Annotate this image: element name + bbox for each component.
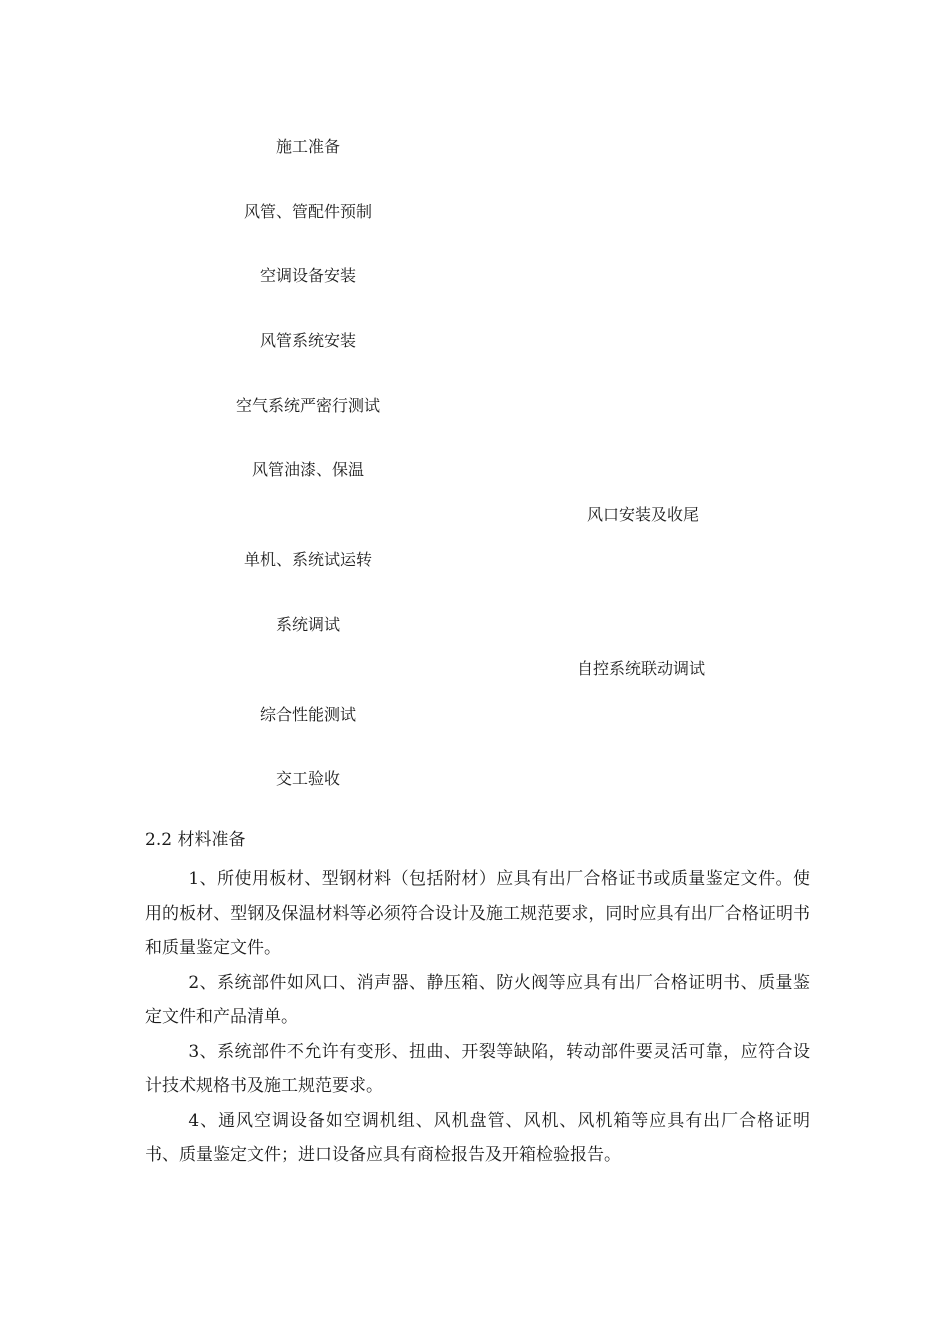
paragraph: 3、系统部件不允许有变形、扭曲、开裂等缺陷，转动部件要灵活可靠，应符合设计技术规格书及施工规范要求。 bbox=[145, 1041, 810, 1096]
flow-side-step-outlet-installation: 风口安装及收尾 bbox=[586, 505, 700, 524]
flow-step-air-tightness-test: 空气系统严密行测试 bbox=[235, 396, 381, 415]
flow-step-system-commissioning: 系统调试 bbox=[275, 615, 341, 634]
section-body bbox=[145, 862, 810, 1173]
flow-step-handover-acceptance: 交工验收 bbox=[275, 769, 341, 788]
paragraph: 1、所使用板材、型钢材料（包括附材）应具有出厂合格证书或质量鉴定文件。使用的板材、型钢及保温材料等必须符合设计及施工规范要求，同时应具有出厂合格证明书和质量鉴定文件。 bbox=[145, 869, 810, 958]
section-heading: 2.2 材料准备 bbox=[145, 830, 246, 850]
flow-step-duct-prefabrication: 风管、管配件预制 bbox=[243, 202, 373, 221]
flow-step-trial-run: 单机、系统试运转 bbox=[243, 550, 373, 569]
flow-step-performance-test: 综合性能测试 bbox=[259, 705, 357, 724]
paragraph: 4、通风空调设备如空调机组、风机盘管、风机、风机箱等应具有出厂合格证明书、质量鉴定文件；进口设备应具有商检报告及开箱检验报告。 bbox=[145, 1110, 810, 1165]
paragraph: 2、系统部件如风口、消声器、静压箱、防火阀等应具有出厂合格证明书、质量鉴定文件和产品清单。 bbox=[145, 972, 810, 1027]
flow-side-step-control-linkage-test: 自控系统联动调试 bbox=[576, 659, 706, 678]
flow-step-ac-equipment-installation: 空调设备安装 bbox=[259, 266, 357, 285]
flow-step-construction-preparation: 施工准备 bbox=[275, 137, 341, 156]
flow-step-duct-system-installation: 风管系统安装 bbox=[259, 331, 357, 350]
flow-step-painting-insulation: 风管油漆、保温 bbox=[251, 460, 365, 479]
